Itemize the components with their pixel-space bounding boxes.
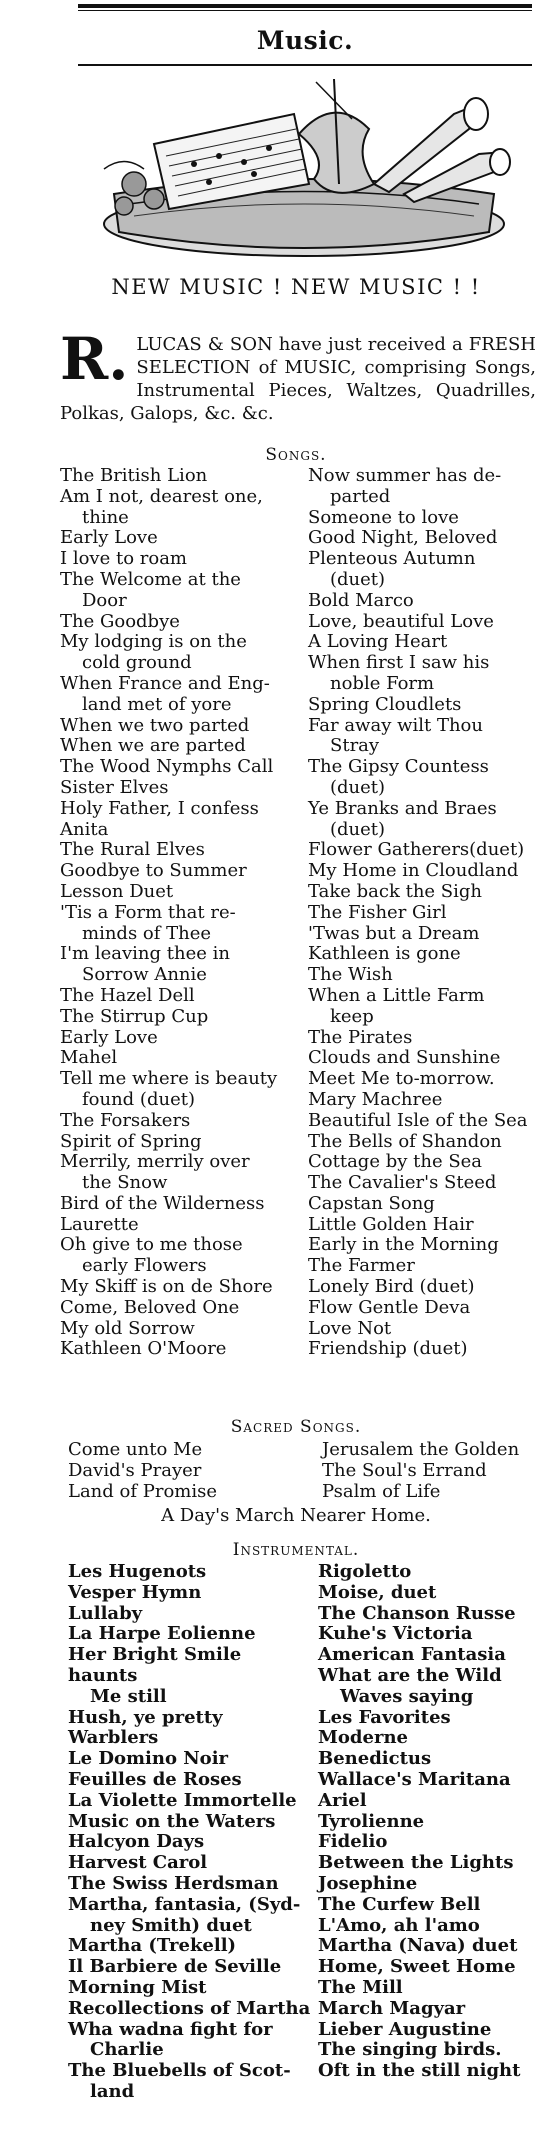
- entry-title: The Stirrup Cup: [60, 1005, 209, 1027]
- song-entry: [308, 1132, 538, 1153]
- entry-title: The Goodbye: [60, 610, 180, 632]
- entry-title: Goodbye to Summer: [60, 860, 247, 882]
- instrumental-entry: [68, 1812, 313, 1833]
- entry-continuation: Me still: [90, 1685, 167, 1707]
- section-title: Music.: [256, 26, 354, 55]
- song-entry: [308, 653, 538, 695]
- entry-title: Lesson Duet: [60, 880, 174, 902]
- instrumental-entry: [318, 1812, 538, 1833]
- entry-continuation: land: [90, 2080, 135, 2102]
- song-entry: [60, 778, 300, 799]
- song-entry: [60, 1111, 300, 1132]
- entry-title: My Skiff is on de Shore: [60, 1276, 273, 1298]
- instrumental-entry: [68, 2061, 313, 2103]
- entry-title: The British Lion: [60, 465, 208, 486]
- entry-title: Between the Lights: [318, 1852, 514, 1874]
- song-entry: [60, 840, 300, 861]
- instrumental-entry: [318, 1604, 538, 1625]
- entry-title: The Mill: [318, 1976, 403, 1998]
- drop-cap: R.: [60, 325, 129, 393]
- entry-title: Les Favorites Moderne: [318, 1706, 451, 1749]
- song-entry: [308, 1339, 538, 1360]
- entry-title: Wha wadna fight for: [68, 2018, 273, 2040]
- entry-title: Far away wilt Thou: [308, 714, 483, 736]
- instrumental-entry: [318, 1583, 538, 1604]
- entry-title: Lonely Bird (duet): [308, 1276, 475, 1298]
- instrumental-entry: [318, 1666, 538, 1708]
- instrumental-entry: [318, 2040, 538, 2061]
- entry-title: Jerusalem the Golden: [322, 1439, 520, 1460]
- song-entry: [308, 466, 538, 508]
- song-entry: [60, 1298, 300, 1319]
- song-entry: [60, 1215, 300, 1236]
- songs-heading: Songs.: [265, 445, 327, 465]
- instrumental-entry: [318, 1957, 538, 1978]
- entry-title: Halcyon Days: [68, 1831, 205, 1853]
- song-entry: [60, 466, 300, 487]
- entry-title: Flow Gentle Deva: [308, 1296, 471, 1318]
- instrumental-entry: [68, 1895, 313, 1937]
- entry-title: 'Tis a Form that re-: [60, 901, 236, 923]
- entry-title: My old Sorrow: [60, 1317, 195, 1339]
- song-entry: [60, 549, 300, 570]
- entry-title: La Harpe Eolienne: [68, 1623, 256, 1645]
- instrumental-entry: [318, 1895, 538, 1916]
- song-entry: [60, 1194, 300, 1215]
- entry-title: Tell me where is beauty: [60, 1068, 278, 1090]
- entry-title: Now summer has de-: [308, 465, 502, 486]
- entry-title: The Welcome at the: [60, 568, 241, 590]
- song-entry: [308, 1319, 538, 1340]
- entry-title: The Rural Elves: [60, 839, 205, 861]
- music-instruments-illustration: [84, 74, 524, 264]
- song-entry: [308, 549, 538, 591]
- entry-title: Love, beautiful Love: [308, 610, 494, 632]
- instrumental-entry: [318, 2020, 538, 2041]
- instrumental-entry: [68, 1791, 313, 1812]
- entry-title: Someone to love: [308, 506, 459, 528]
- entry-title: Spirit of Spring: [60, 1130, 202, 1152]
- instrumental-entry: [68, 1624, 313, 1645]
- song-entry: [308, 632, 538, 653]
- instrumental-entry: [318, 1916, 538, 1937]
- instrumental-entry: [318, 1645, 538, 1666]
- entry-title: Moise, duet: [318, 1581, 437, 1603]
- entry-title: The Gipsy Countess: [308, 756, 489, 778]
- instrumental-entry: [318, 1791, 538, 1812]
- instrumental-entry: [68, 1853, 313, 1874]
- entry-title: Music on the Waters: [68, 1810, 276, 1832]
- entry-title: Come unto Me: [68, 1439, 203, 1460]
- song-entry: [60, 1007, 300, 1028]
- entry-title: Harvest Carol: [68, 1852, 208, 1874]
- song-entry: [308, 986, 538, 1028]
- song-entry: [60, 882, 300, 903]
- entry-title: Bold Marco: [308, 589, 414, 611]
- entry-title: La Violette Immortelle: [68, 1789, 297, 1811]
- entry-title: Merrily, merrily over: [60, 1151, 250, 1173]
- entry-title: The Fisher Girl: [308, 901, 447, 923]
- instrumental-entry: [68, 1708, 313, 1750]
- entry-title: The Pirates: [308, 1026, 413, 1048]
- instrumental-entry: [68, 1999, 313, 2020]
- song-entry: [308, 1028, 538, 1049]
- instrumental-entry: [318, 1978, 538, 1999]
- song-entry: [308, 965, 538, 986]
- entry-continuation: (duet): [330, 568, 386, 590]
- entry-continuation: early Flowers: [82, 1255, 207, 1277]
- entry-title: 'Twas but a Dream: [308, 922, 480, 944]
- entry-continuation: parted: [330, 485, 391, 507]
- entry-title: Early Love: [60, 527, 158, 549]
- entry-title: Le Domino Noir: [68, 1748, 229, 1770]
- instrumental-entry: [318, 1853, 538, 1874]
- entry-title: David's Prayer: [68, 1459, 202, 1481]
- song-entry: [60, 757, 300, 778]
- entry-title: Wallace's Maritana: [318, 1768, 511, 1790]
- instrumental-entry: [318, 1708, 538, 1750]
- song-entry: [60, 1048, 300, 1069]
- song-entry: [308, 799, 538, 841]
- entry-title: Oft in the still night: [318, 2060, 521, 2082]
- entry-title: Psalm of Life: [322, 1480, 441, 1502]
- song-entry: [60, 1069, 300, 1111]
- instrumental-entry: [68, 1749, 313, 1770]
- entry-title: Recollections of Martha: [68, 1997, 311, 2019]
- sacred-song-entry: [322, 1482, 537, 1503]
- song-entry: [308, 695, 538, 716]
- song-entry: [308, 1277, 538, 1298]
- song-entry: [60, 736, 300, 757]
- entry-continuation: keep: [330, 1005, 374, 1027]
- song-entry: [60, 1339, 300, 1360]
- instrumental-entry: [318, 1832, 538, 1853]
- song-entry: [60, 1132, 300, 1153]
- entry-title: I'm leaving thee in: [60, 943, 230, 965]
- instrumental-entry: [68, 1604, 313, 1625]
- song-entry: [308, 1048, 538, 1069]
- song-entry: [308, 716, 538, 758]
- entry-title: The Curfew Bell: [318, 1893, 481, 1915]
- instrumental-entry: [318, 2061, 538, 2082]
- song-entry: [308, 903, 538, 924]
- song-entry: [60, 674, 300, 716]
- sacred-song-entry: [68, 1440, 308, 1461]
- entry-title: Holy Father, I confess: [60, 797, 259, 819]
- song-entry: [60, 1235, 300, 1277]
- entry-title: Les Hugenots: [68, 1561, 207, 1582]
- entry-title: When France and Eng-: [60, 672, 270, 694]
- top-rule: [78, 4, 532, 8]
- entry-title: Martha, fantasia, (Syd-: [68, 1893, 301, 1915]
- entry-title: March Magyar: [318, 1997, 466, 2019]
- entry-title: Feuilles de Roses: [68, 1768, 242, 1790]
- instrumental-entry: [68, 1562, 313, 1583]
- instrumental-left-column: [68, 1562, 313, 2103]
- instrumental-entry: [68, 1957, 313, 1978]
- entry-title: Kuhe's Victoria: [318, 1623, 473, 1645]
- entry-title: Home, Sweet Home: [318, 1956, 516, 1978]
- entry-title: When we two parted: [60, 714, 250, 736]
- entry-title: The Farmer: [308, 1255, 415, 1277]
- entry-title: Hush, ye pretty Warblers: [68, 1706, 223, 1749]
- entry-title: When a Little Farm: [308, 984, 485, 1006]
- entry-title: Lieber Augustine: [318, 2018, 492, 2040]
- song-entry: [308, 1194, 538, 1215]
- entry-title: Laurette: [60, 1213, 139, 1235]
- entry-continuation: Sorrow Annie: [82, 964, 207, 986]
- entry-title: The Forsakers: [60, 1109, 191, 1131]
- entry-continuation: Waves saying: [340, 1685, 474, 1707]
- sacred-left-column: [68, 1440, 308, 1502]
- entry-continuation: found (duet): [82, 1088, 195, 1110]
- entry-continuation: (duet): [330, 818, 386, 840]
- song-entry: [60, 944, 300, 986]
- entry-title: Flower Gatherers(duet): [308, 839, 525, 861]
- entry-title: Spring Cloudlets: [308, 693, 462, 715]
- song-entry: [308, 612, 538, 633]
- instrumental-entry: [318, 1770, 538, 1791]
- song-entry: [60, 1319, 300, 1340]
- instrumental-entry: [318, 1936, 538, 1957]
- entry-title: Anita: [60, 818, 109, 840]
- song-entry: [308, 1111, 538, 1132]
- entry-title: Clouds and Sunshine: [308, 1047, 501, 1069]
- entry-title: American Fantasia: [318, 1644, 506, 1666]
- entry-title: Capstan Song: [308, 1192, 435, 1214]
- sacred-centered-title: A Day's March Nearer Home.: [161, 1505, 431, 1526]
- entry-title: Mary Machree: [308, 1088, 443, 1110]
- entry-title: Take back the Sigh: [308, 880, 482, 902]
- entry-title: L'Amo, ah l'amo: [318, 1914, 480, 1936]
- entry-title: Rigoletto: [318, 1561, 412, 1582]
- instrumental-entry: [68, 1874, 313, 1895]
- instrumental-entry: [318, 1999, 538, 2020]
- entry-title: Bird of the Wilderness: [60, 1192, 265, 1214]
- song-entry: [308, 861, 538, 882]
- entry-continuation: (duet): [330, 776, 386, 798]
- song-entry: [60, 799, 300, 820]
- entry-title: Kathleen is gone: [308, 943, 461, 965]
- entry-title: Land of Promise: [68, 1480, 218, 1502]
- instrumental-entry: [68, 1936, 313, 1957]
- entry-title: Mahel: [60, 1047, 118, 1069]
- entry-title: The Wood Nymphs Call: [60, 756, 274, 778]
- entry-title: Am I not, dearest one,: [60, 485, 263, 507]
- top-rule-thin: [78, 10, 532, 11]
- entry-continuation: Stray: [330, 735, 380, 757]
- entry-title: What are the Wild: [318, 1664, 502, 1686]
- sacred-song-entry: [68, 1482, 308, 1503]
- entry-title: Ye Branks and Braes: [308, 797, 497, 819]
- song-entry: [308, 1152, 538, 1173]
- entry-title: Sister Elves: [60, 776, 169, 798]
- instrumental-entry: [318, 1624, 538, 1645]
- entry-continuation: cold ground: [82, 652, 192, 674]
- entry-title: Ariel: [318, 1789, 367, 1811]
- entry-title: The Swiss Herdsman: [68, 1872, 279, 1894]
- entry-title: Vesper Hymn: [68, 1581, 202, 1603]
- song-entry: [308, 840, 538, 861]
- entry-title: The Chanson Russe: [318, 1602, 516, 1624]
- song-entry: [60, 1152, 300, 1194]
- sacred-song-entry: [322, 1461, 537, 1482]
- entry-title: Josephine: [318, 1872, 418, 1894]
- entry-title: Martha (Nava) duet: [318, 1935, 518, 1957]
- entry-title: Morning Mist: [68, 1976, 207, 1998]
- song-entry: [60, 820, 300, 841]
- sacred-song-entry: [68, 1461, 308, 1482]
- entry-title: Benedictus: [318, 1748, 432, 1770]
- instrumental-entry: [318, 1874, 538, 1895]
- entry-title: Early in the Morning: [308, 1234, 499, 1256]
- entry-continuation: Door: [82, 589, 127, 611]
- song-entry: [60, 1277, 300, 1298]
- song-entry: [308, 944, 538, 965]
- entry-continuation: noble Form: [330, 672, 435, 694]
- entry-title: Beautiful Isle of the Sea: [308, 1109, 528, 1131]
- entry-title: Tyrolienne: [318, 1810, 425, 1832]
- entry-title: Come, Beloved One: [60, 1296, 240, 1318]
- entry-title: Early Love: [60, 1026, 158, 1048]
- intro-text: LUCAS & SON have just received a FRESH SELECTION of MUSIC, comprising Songs, Instrumental Pieces, Waltzes, Quadrilles, Polkas, Galops, &c. &c.: [60, 334, 536, 424]
- entry-title: Lullaby: [68, 1602, 143, 1624]
- instrumental-right-column: [318, 1562, 538, 2082]
- entry-title: Her Bright Smile haunts: [68, 1644, 242, 1686]
- entry-title: Little Golden Hair: [308, 1213, 474, 1235]
- song-entry: [60, 528, 300, 549]
- song-entry: [60, 903, 300, 945]
- song-entry: [60, 612, 300, 633]
- song-entry: [60, 1028, 300, 1049]
- song-entry: [308, 1235, 538, 1256]
- entry-continuation: Charlie: [90, 2039, 164, 2061]
- entry-title: Kathleen O'Moore: [60, 1338, 227, 1360]
- entry-title: The Cavalier's Steed: [308, 1172, 497, 1194]
- entry-title: Fidelio: [318, 1831, 388, 1853]
- entry-title: When we are parted: [60, 735, 246, 757]
- sacred-right-column: [322, 1440, 537, 1502]
- entry-title: Love Not: [308, 1317, 392, 1339]
- entry-continuation: thine: [82, 506, 129, 528]
- songs-left-column: [60, 466, 300, 1360]
- entry-title: The Bluebells of Scot-: [68, 2060, 291, 2082]
- song-entry: [308, 757, 538, 799]
- instrumental-heading: Instrumental.: [232, 1540, 360, 1560]
- instrumental-entry: [68, 1645, 313, 1707]
- entry-title: The Wish: [308, 964, 393, 986]
- entry-continuation: minds of Thee: [82, 922, 212, 944]
- song-entry: [308, 924, 538, 945]
- entry-title: The Soul's Errand: [322, 1459, 487, 1481]
- title-rule: [78, 64, 532, 66]
- song-entry: [308, 1215, 538, 1236]
- song-entry: [308, 508, 538, 529]
- song-entry: [60, 487, 300, 529]
- entry-title: Martha (Trekell): [68, 1935, 237, 1957]
- entry-title: Meet Me to-morrow.: [308, 1068, 495, 1090]
- song-entry: [308, 1173, 538, 1194]
- instrumental-entry: [318, 1749, 538, 1770]
- entry-continuation: the Snow: [82, 1172, 168, 1194]
- song-entry: [308, 1298, 538, 1319]
- instrumental-entry: [68, 1978, 313, 1999]
- entry-title: Good Night, Beloved: [308, 527, 498, 549]
- intro-paragraph: [60, 325, 536, 425]
- song-entry: [60, 716, 300, 737]
- song-entry: [308, 528, 538, 549]
- song-entry: [308, 882, 538, 903]
- instrumental-entry: [68, 1583, 313, 1604]
- song-entry: [60, 986, 300, 1007]
- instrumental-entry: [68, 1770, 313, 1791]
- entry-title: The Hazel Dell: [60, 984, 195, 1006]
- instrumental-entry: [68, 1832, 313, 1853]
- entry-title: The Bells of Shandon: [308, 1130, 502, 1152]
- entry-title: A Loving Heart: [308, 631, 448, 653]
- entry-title: Plenteous Autumn: [308, 548, 476, 570]
- entry-continuation: ney Smith) duet: [90, 1914, 252, 1936]
- entry-title: Cottage by the Sea: [308, 1151, 483, 1173]
- song-entry: [60, 632, 300, 674]
- entry-title: Oh give to me those: [60, 1234, 243, 1256]
- entry-title: The singing birds.: [318, 2039, 502, 2061]
- song-entry: [308, 591, 538, 612]
- song-entry: [308, 1256, 538, 1277]
- song-entry: [308, 1069, 538, 1090]
- sacred-songs-heading: Sacred Songs.: [230, 1417, 362, 1437]
- song-entry: [60, 861, 300, 882]
- song-entry: [60, 570, 300, 612]
- instrumental-entry: [318, 1562, 538, 1583]
- entry-title: I love to roam: [60, 548, 188, 570]
- instrumental-entry: [68, 2020, 313, 2062]
- entry-continuation: land met of yore: [82, 693, 232, 715]
- entry-title: Friendship (duet): [308, 1338, 468, 1360]
- entry-title: Il Barbiere de Seville: [68, 1956, 282, 1978]
- entry-title: My Home in Cloudland: [308, 860, 519, 882]
- sacred-song-entry: [322, 1440, 537, 1461]
- entry-title: When first I saw his: [308, 652, 490, 674]
- new-music-banner: NEW MUSIC ! NEW MUSIC ! !: [111, 275, 481, 299]
- entry-title: My lodging is on the: [60, 631, 247, 653]
- song-entry: [308, 1090, 538, 1111]
- songs-right-column: [308, 466, 538, 1360]
